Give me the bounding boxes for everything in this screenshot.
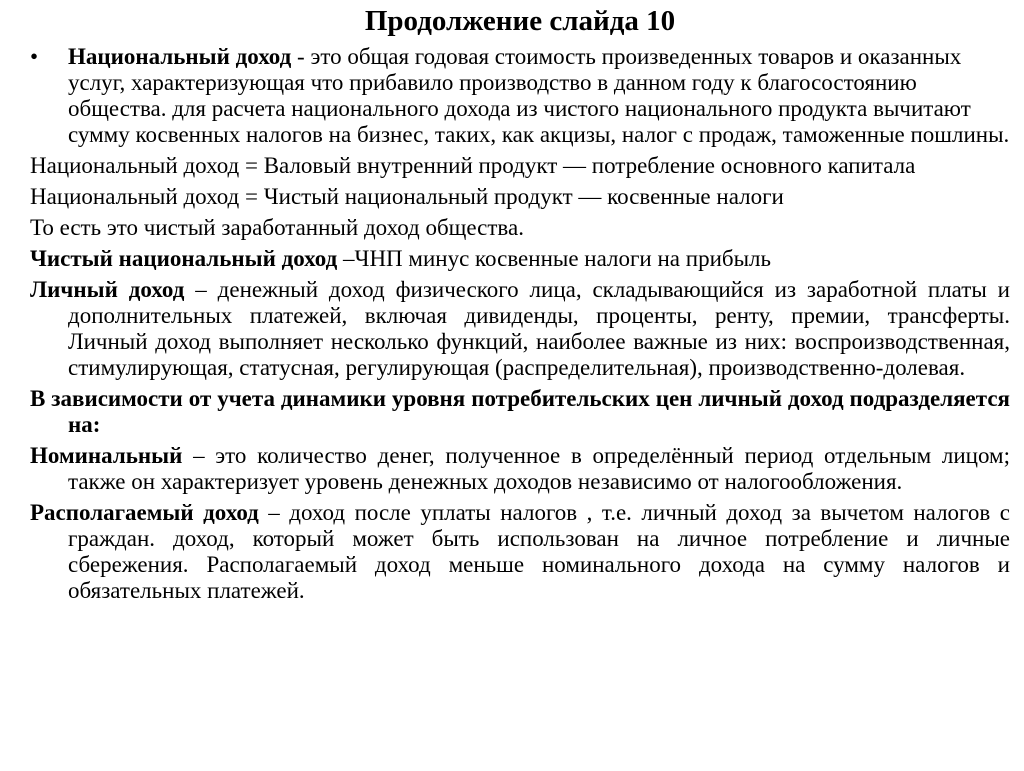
term-national-income: Национальный доход [68,44,292,69]
definition-disposable-income: – доход после уплаты налогов , т.е. личный доход за вычетом налогов с граждан. доход, который может быть использован на личное потребление и личные сбережения. Располагаемый доход меньше номинального дохода на сумму налогов и обязательных платежей. [68,500,1010,603]
slide-title: Продолжение слайда 10 [364,5,676,37]
bullet-icon: • [30,44,39,69]
paragraph-nominal-income [30,443,1010,495]
slide [0,4,1024,771]
term-nominal-income: Номинальный [30,443,183,468]
definition-national-income: - это общая годовая стоимость произведенных товаров и оказанных услуг, характеризующая что прибавило производство в данном году к благосостоянию общества. для расчета национального дохода из чистого национального продукта вычитают сумму косвенных налогов на бизнес, таких, как акцизы, налог с продаж, таможенные пошлины. [68,44,1010,147]
definition-net-national-income: –ЧНП минус косвенные налоги на прибыль [337,246,771,271]
paragraph-disposable-income [30,500,1010,604]
paragraph-net-earned-income: То есть это чистый заработанный доход общества. [30,215,524,240]
definition-nominal-income: – это количество денег, полученное в определённый период отдельным лицом; также он характеризует уровень денежных доходов независимо от налогообложения. [68,443,1010,494]
paragraph-national-income [30,44,1010,148]
paragraph-income-classification [30,386,1010,438]
paragraph-personal-income [30,277,1010,381]
term-disposable-income: Располагаемый доход [30,500,259,525]
paragraph-net-national-income [30,246,1010,272]
term-net-national-income: Чистый национальный доход [30,246,338,271]
term-personal-income: Личный доход [30,277,185,302]
formula-ni-nnp: Национальный доход = Чистый национальный продукт — косвенные налоги [30,184,784,209]
formula-ni-gdp: Национальный доход = Валовый внутренний продукт — потребление основного капитала [30,153,916,178]
definition-personal-income: – денежный доход физического лица, складывающийся из заработной платы и дополнительных платежей, включая дивиденды, проценты, ренту, премии, трансферты. Личный доход выполняет несколько функций, наиболее важные из них: воспроизводственная, стимулирующая, статусная, регулирующая (распределительная), производственно-долевая. [68,277,1010,380]
classification-heading: В зависимости от учета динамики уровня потребительских цен личный доход подразделяется на: [30,386,1010,437]
